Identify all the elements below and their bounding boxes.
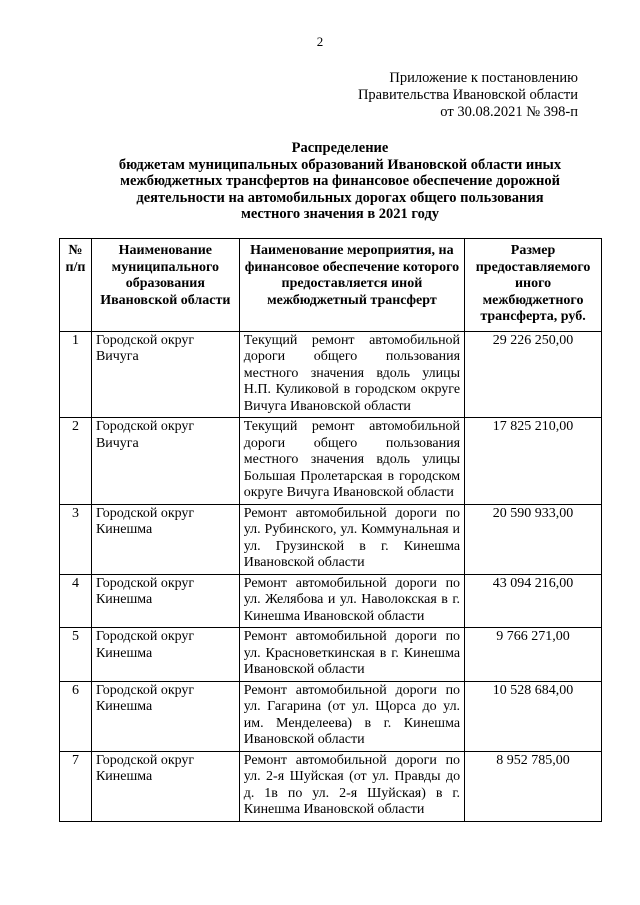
row-municipality: Городской округ Вичуга [91, 331, 239, 418]
table-row [60, 681, 602, 751]
row-activity: Ремонт автомобильной дороги по ул. Красноветкинская в г. Кинешма Ивановской области [239, 628, 464, 682]
row-amount: 8 952 785,00 [465, 751, 602, 821]
row-activity: Ремонт автомобильной дороги по ул. Рубинского, ул. Коммунальная и ул. Грузинской в г. Кинешма Ивановской области [239, 504, 464, 574]
row-activity: Ремонт автомобильной дороги по ул. Желябова и ул. Наволокская в г. Кинешма Ивановской области [239, 574, 464, 628]
document-title [70, 140, 610, 223]
appendix-reference [358, 70, 578, 121]
title-line: бюджетам муниципальных образований Ивановской области иных [118, 156, 562, 173]
page-number: 2 [316, 34, 324, 49]
row-number: 2 [60, 418, 92, 505]
row-number: 5 [60, 628, 92, 682]
distribution-table [59, 238, 602, 822]
row-municipality: Городской округ Кинешма [91, 574, 239, 628]
row-number: 4 [60, 574, 92, 628]
table-header-row [60, 239, 602, 332]
row-municipality: Городской округ Кинешма [91, 681, 239, 751]
header-municipality: Наименование муниципального образования Ивановской области [91, 239, 239, 332]
row-amount: 20 590 933,00 [465, 504, 602, 574]
row-amount: 43 094 216,00 [465, 574, 602, 628]
row-activity: Ремонт автомобильной дороги по ул. Гагарина (от ул. Щорса до ул. им. Менделеева) в г. Кинешма Ивановской области [239, 681, 464, 751]
row-municipality: Городской округ Кинешма [91, 751, 239, 821]
appendix-line: от 30.08.2021 № 398-п [440, 104, 578, 120]
row-amount: 17 825 210,00 [465, 418, 602, 505]
row-activity: Ремонт автомобильной дороги по ул. 2-я Шуйская (от ул. Правды до д. 1в по ул. 2-я Шуйская) в г. Кинешма Ивановской области [239, 751, 464, 821]
title-line: местного значения в 2021 году [240, 206, 440, 222]
row-municipality: Городской округ Кинешма [91, 504, 239, 574]
row-amount: 9 766 271,00 [465, 628, 602, 682]
row-number: 1 [60, 331, 92, 418]
row-amount: 10 528 684,00 [465, 681, 602, 751]
row-amount: 29 226 250,00 [465, 331, 602, 418]
title-line: деятельности на автомобильных дорогах общего пользования [136, 189, 544, 206]
header-amount: Размер предоставляемого иного межбюджетного трансферта, руб. [465, 239, 602, 332]
row-number: 6 [60, 681, 92, 751]
row-municipality: Городской округ Кинешма [91, 628, 239, 682]
row-number: 7 [60, 751, 92, 821]
row-activity: Текущий ремонт автомобильной дороги общего пользования местного значения вдоль улицы Большая Пролетарская в городском округе Вичуга Ивановской области [239, 418, 464, 505]
header-activity: Наименование мероприятия, на финансовое обеспечение которого предоставляется иной межбюджетный трансферт [239, 239, 464, 332]
table-row [60, 628, 602, 682]
table-row [60, 418, 602, 505]
header-number: № п/п [60, 239, 92, 332]
table-row [60, 504, 602, 574]
title-line: межбюджетных трансфертов на финансовое обеспечение дорожной [120, 173, 560, 189]
appendix-line: Приложение к постановлению [389, 70, 578, 86]
appendix-line: Правительства Ивановской области [357, 87, 578, 103]
table-row [60, 751, 602, 821]
table-row [60, 331, 602, 418]
row-activity: Текущий ремонт автомобильной дороги общего пользования местного значения вдоль улицы Н.П. Куликовой в городском округе Вичуга Ивановской области [239, 331, 464, 418]
table-row [60, 574, 602, 628]
title-line: Распределение [291, 140, 389, 156]
row-number: 3 [60, 504, 92, 574]
row-municipality: Городской округ Вичуга [91, 418, 239, 505]
